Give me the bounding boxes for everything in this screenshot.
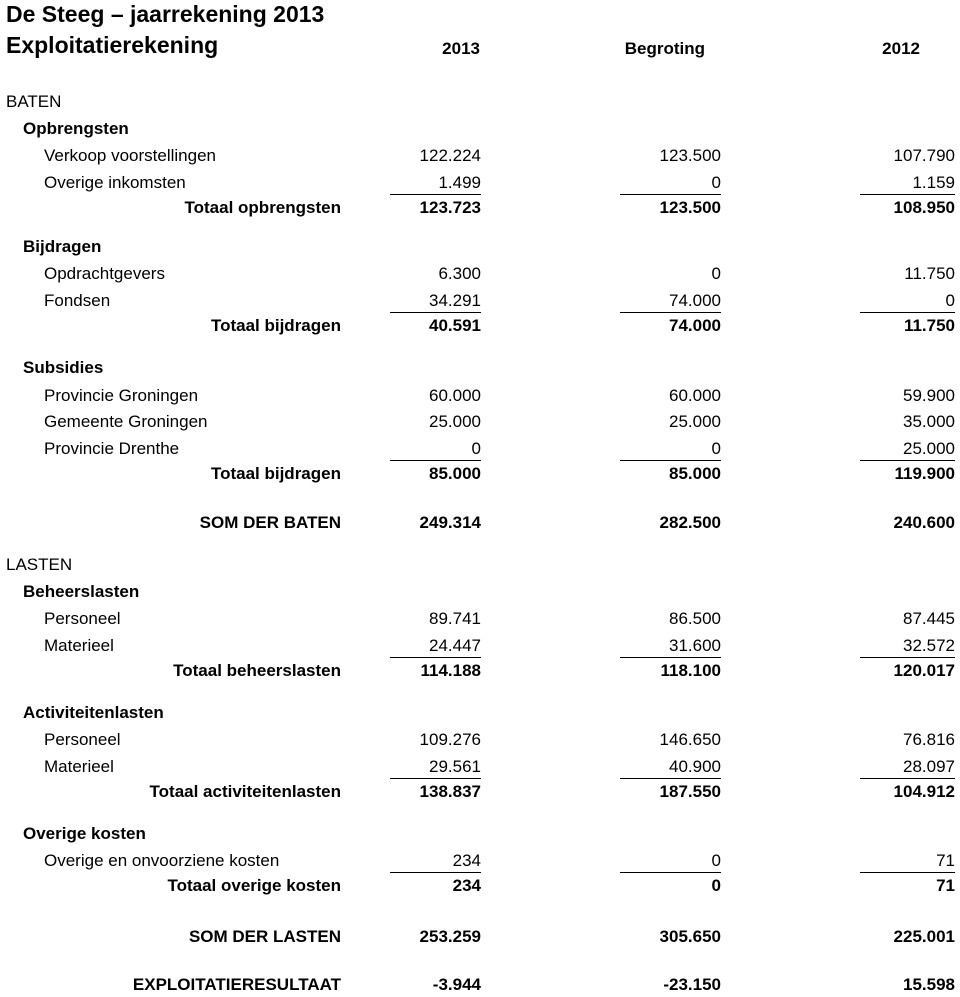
column-header-2013: 2013 xyxy=(442,39,480,58)
row-label: Activiteitenlasten xyxy=(23,703,164,722)
table-row xyxy=(0,410,960,434)
subtotal-rule xyxy=(390,194,481,195)
cell-value: 71 xyxy=(936,876,955,895)
cell-value: 60.000 xyxy=(669,386,721,405)
subtotal-rule xyxy=(620,312,721,313)
row-label: Beheerslasten xyxy=(23,582,140,601)
cell-value: 282.500 xyxy=(659,513,721,532)
row-label: Opbrengsten xyxy=(23,119,129,138)
cell-value: 118.100 xyxy=(660,661,721,680)
column-header-2012: 2012 xyxy=(882,39,920,58)
cell-value: 249.314 xyxy=(419,513,481,532)
cell-value: 0 xyxy=(711,851,721,870)
row-label: Totaal overige kosten xyxy=(167,876,341,895)
cell-value: 25.000 xyxy=(669,412,721,431)
subtotal-rule xyxy=(860,872,955,873)
cell-value: 104.912 xyxy=(893,782,955,801)
row-label: Overige inkomsten xyxy=(44,173,186,192)
subtotal-rule xyxy=(620,194,721,195)
subtotal-rule xyxy=(620,778,721,779)
cell-value: 138.837 xyxy=(419,782,481,801)
statement-title: Exploitatierekening xyxy=(6,32,219,58)
cell-value: 32.572 xyxy=(903,636,955,655)
cell-value: 34.291 xyxy=(429,291,481,310)
row-label: Provincie Groningen xyxy=(44,386,199,405)
table-row xyxy=(0,437,960,461)
cell-value: 0 xyxy=(711,173,721,192)
cell-value: 15.598 xyxy=(903,975,955,994)
cell-value: 0 xyxy=(945,291,955,310)
row-label: BATEN xyxy=(6,92,62,111)
cell-value: 109.276 xyxy=(419,730,481,749)
cell-value: 240.600 xyxy=(893,513,955,532)
cell-value: 40.900 xyxy=(669,757,721,776)
table-row xyxy=(0,289,960,313)
cell-value: 234 xyxy=(452,876,481,895)
cell-value: 0 xyxy=(711,439,721,458)
cell-value: 225.001 xyxy=(893,927,955,946)
cell-value: 146.650 xyxy=(659,730,721,749)
cell-value: 35.000 xyxy=(903,412,955,431)
cell-value: 114.188 xyxy=(420,661,481,680)
table-row xyxy=(0,728,960,752)
table-row xyxy=(0,973,960,997)
row-label: EXPLOITATIERESULTAAT xyxy=(132,975,341,994)
subtotal-rule xyxy=(860,460,955,461)
cell-value: 234 xyxy=(452,851,481,870)
cell-value: 85.000 xyxy=(669,464,721,483)
cell-value: 119.900 xyxy=(894,464,955,483)
table-row xyxy=(0,925,960,949)
subtotal-rule xyxy=(860,657,955,658)
cell-value: 11.750 xyxy=(904,264,955,283)
cell-value: 6.300 xyxy=(438,264,481,283)
subtotal-rule xyxy=(390,778,481,779)
table-row xyxy=(0,755,960,779)
subtotal-rule xyxy=(860,194,955,195)
row-label: SOM DER BATEN xyxy=(199,513,341,532)
table-row xyxy=(0,462,960,486)
subtotal-rule xyxy=(390,657,481,658)
table-row xyxy=(0,356,960,380)
table-row xyxy=(0,90,960,114)
table-row xyxy=(0,607,960,631)
table-row xyxy=(0,314,960,338)
cell-value: 187.550 xyxy=(659,782,721,801)
table-row xyxy=(0,511,960,535)
cell-value: 123.500 xyxy=(659,146,721,165)
cell-value: 60.000 xyxy=(429,386,481,405)
cell-value: 123.500 xyxy=(659,198,721,217)
cell-value: 1.159 xyxy=(912,173,955,192)
subtotal-rule xyxy=(390,460,481,461)
table-row xyxy=(0,144,960,168)
cell-value: 40.591 xyxy=(429,316,481,335)
table-row xyxy=(0,580,960,604)
row-label: Personeel xyxy=(44,730,121,749)
cell-value: 108.950 xyxy=(893,198,955,217)
cell-value: 28.097 xyxy=(903,757,955,776)
subtotal-rule xyxy=(620,657,721,658)
table-row xyxy=(0,701,960,725)
cell-value: 76.816 xyxy=(903,730,955,749)
row-label: LASTEN xyxy=(6,555,73,574)
table-row xyxy=(0,780,960,804)
table-row xyxy=(0,262,960,286)
row-label: Subsidies xyxy=(23,358,104,377)
row-label: Totaal bijdragen xyxy=(210,464,341,483)
row-label: Overige en onvoorziene kosten xyxy=(44,851,280,870)
cell-value: 59.900 xyxy=(903,386,955,405)
table-row xyxy=(0,553,960,577)
cell-value: 0 xyxy=(471,439,481,458)
cell-value: 74.000 xyxy=(669,291,721,310)
row-label: Opdrachtgevers xyxy=(44,264,165,283)
row-label: SOM DER LASTEN xyxy=(188,927,341,946)
row-label: Totaal bijdragen xyxy=(210,316,341,335)
row-label: Verkoop voorstellingen xyxy=(44,146,217,165)
cell-value: 25.000 xyxy=(429,412,481,431)
cell-value: 107.790 xyxy=(893,146,955,165)
cell-value: 305.650 xyxy=(659,927,721,946)
cell-value: 29.561 xyxy=(429,757,481,776)
cell-value: 0 xyxy=(711,264,721,283)
row-label: Bijdragen xyxy=(23,237,102,256)
cell-value: -23.150 xyxy=(663,975,721,994)
row-label: Provincie Drenthe xyxy=(44,439,180,458)
row-label: Totaal opbrengsten xyxy=(184,198,341,217)
table-row xyxy=(0,659,960,683)
table-row xyxy=(0,235,960,259)
page-title: De Steeg – jaarrekening 2013 xyxy=(6,1,325,27)
cell-value: 87.445 xyxy=(903,609,955,628)
cell-value: -3.944 xyxy=(432,975,481,994)
row-label: Materieel xyxy=(44,636,114,655)
subtotal-rule xyxy=(390,312,481,313)
table-row xyxy=(0,849,960,873)
cell-value: 122.224 xyxy=(419,146,481,165)
cell-value: 86.500 xyxy=(669,609,721,628)
subtotal-rule xyxy=(390,872,481,873)
table-row xyxy=(0,196,960,220)
row-label: Personeel xyxy=(44,609,121,628)
table-row xyxy=(0,171,960,195)
cell-value: 0 xyxy=(711,876,721,895)
cell-value: 71 xyxy=(936,851,955,870)
cell-value: 1.499 xyxy=(438,173,481,192)
table-row xyxy=(0,634,960,658)
cell-value: 85.000 xyxy=(429,464,481,483)
column-header-begroting: Begroting xyxy=(624,39,705,58)
row-label: Totaal activiteitenlasten xyxy=(149,782,341,801)
cell-value: 74.000 xyxy=(669,316,721,335)
row-label: Gemeente Groningen xyxy=(44,412,208,431)
table-row xyxy=(0,384,960,408)
cell-value: 89.741 xyxy=(429,609,481,628)
subtotal-rule xyxy=(860,312,955,313)
cell-value: 253.259 xyxy=(419,927,481,946)
row-label: Fondsen xyxy=(44,291,111,310)
cell-value: 25.000 xyxy=(903,439,955,458)
cell-value: 123.723 xyxy=(419,198,481,217)
cell-value: 31.600 xyxy=(669,636,721,655)
subtotal-rule xyxy=(620,872,721,873)
row-label: Totaal beheerslasten xyxy=(173,661,341,680)
subtotal-rule xyxy=(860,778,955,779)
table-row xyxy=(0,822,960,846)
row-label: Overige kosten xyxy=(23,824,146,843)
row-label: Materieel xyxy=(44,757,114,776)
subtotal-rule xyxy=(620,460,721,461)
table-row xyxy=(0,874,960,898)
cell-value: 120.017 xyxy=(893,661,955,680)
cell-value: 24.447 xyxy=(429,636,481,655)
table-row xyxy=(0,117,960,141)
cell-value: 11.750 xyxy=(903,316,955,335)
